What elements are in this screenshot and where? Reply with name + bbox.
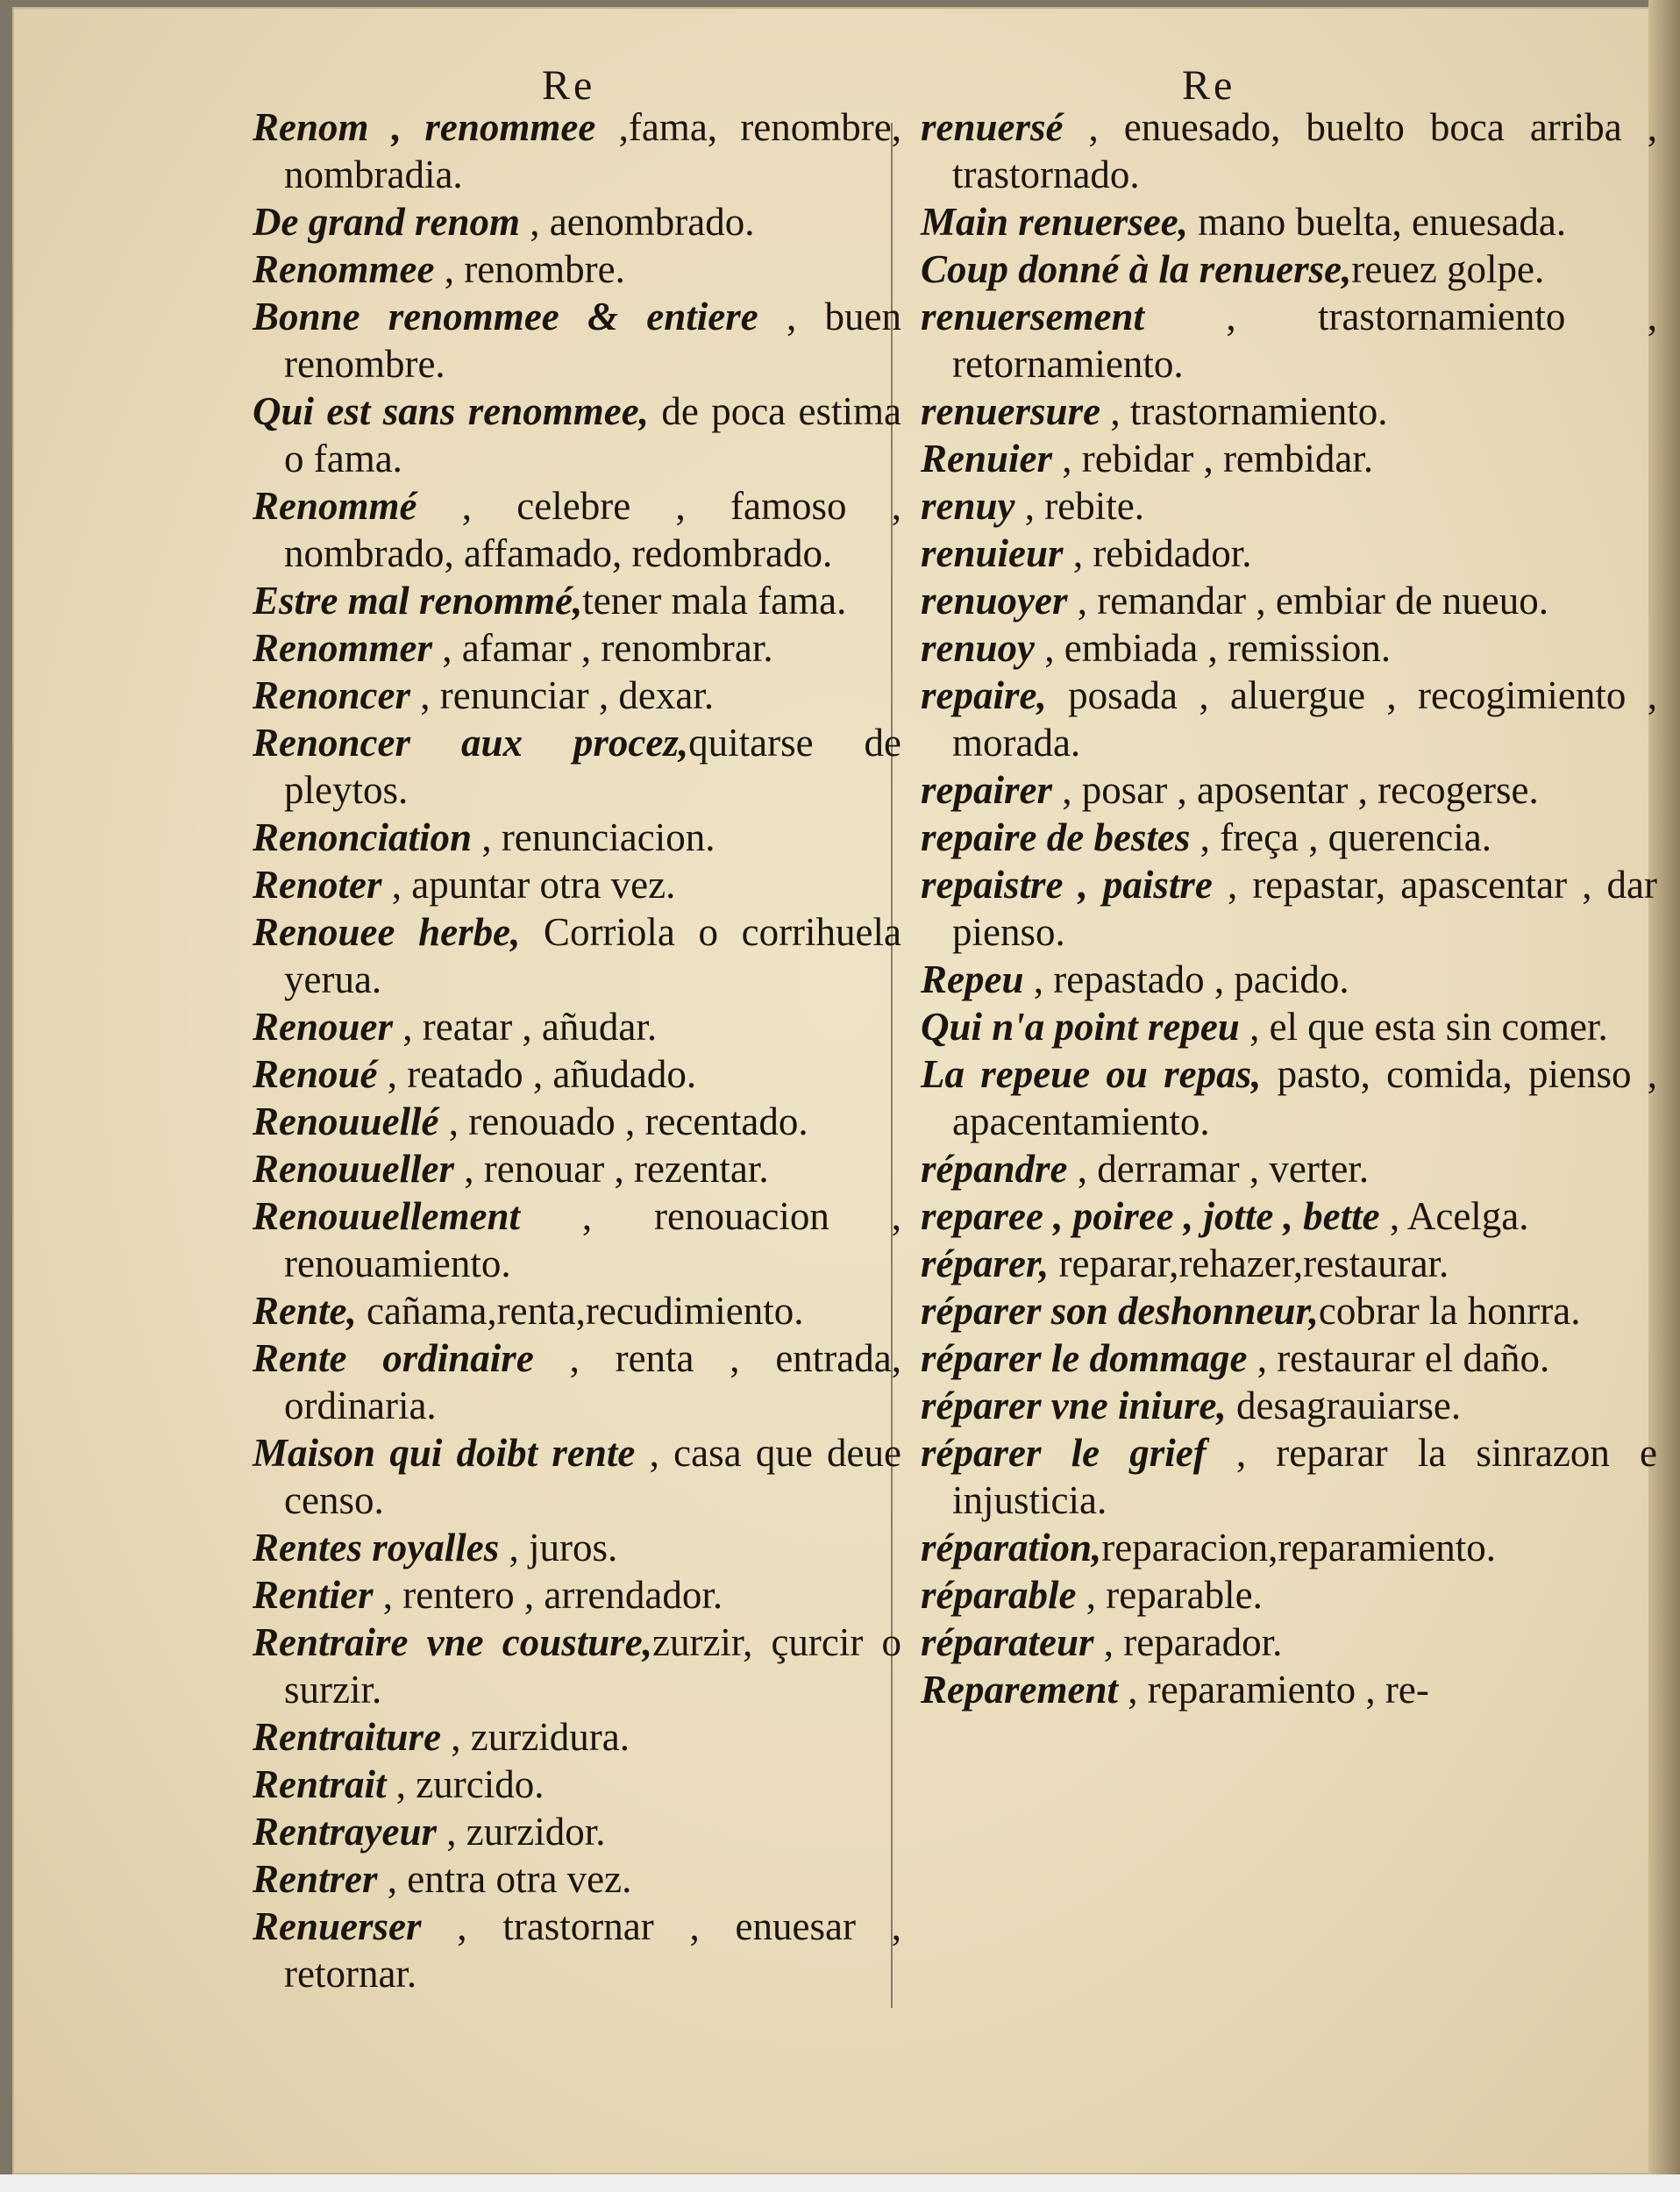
dictionary-entry — [921, 1192, 1657, 1240]
entry-headword: Renommee — [253, 247, 435, 291]
dictionary-entry — [253, 1855, 901, 1903]
entry-translation: , zurcido. — [386, 1762, 545, 1806]
entry-headword: Rentier — [253, 1573, 374, 1617]
dictionary-entry — [921, 956, 1657, 1003]
dictionary-entry — [921, 530, 1657, 577]
entry-translation: , trastornamiento. — [1100, 389, 1388, 433]
entry-headword: Coup donné à la renuerse, — [921, 247, 1352, 291]
dictionary-entry — [253, 1524, 901, 1571]
entry-translation: , apuntar otra vez. — [381, 863, 676, 907]
dictionary-entry — [253, 198, 901, 246]
entry-translation: , juros. — [499, 1526, 618, 1569]
dictionary-entry — [253, 814, 901, 861]
entry-headword: reparee , poiree , jotte , bette — [921, 1194, 1380, 1238]
dictionary-entry — [253, 1145, 901, 1192]
dictionary-entry — [921, 246, 1657, 293]
entry-headword: réparer vne iniure, — [921, 1384, 1227, 1427]
running-head-left: Re — [542, 62, 596, 109]
entry-translation: cobrar la honrra. — [1318, 1289, 1581, 1333]
dictionary-entry — [921, 435, 1657, 482]
entry-headword: Reparement — [921, 1668, 1118, 1712]
entry-headword: Renoué — [253, 1052, 378, 1096]
entry-translation: , rentero , arrendador. — [373, 1573, 723, 1617]
entry-headword: Rente ordinaire — [253, 1336, 534, 1380]
dictionary-entry — [921, 861, 1657, 956]
entry-translation: , reparable. — [1076, 1573, 1263, 1617]
entry-translation: Corriola o corrihuela yerua. — [284, 910, 901, 1001]
entry-translation: , celebre , famoso , nombrado, affamado, redombrado. — [284, 484, 901, 575]
entry-headword: réparateur — [921, 1620, 1094, 1664]
dictionary-entry — [253, 1571, 901, 1619]
entry-translation: , repastar, apascentar , dar pienso. — [952, 863, 1657, 954]
dictionary-entry — [253, 388, 901, 482]
entry-headword: Renommer — [253, 626, 433, 670]
entry-headword: renuersé — [921, 105, 1064, 149]
entry-translation: , renombre. — [434, 247, 625, 291]
dictionary-entry — [253, 577, 901, 624]
dictionary-entry — [253, 908, 901, 1003]
dictionary-entry — [921, 1240, 1657, 1287]
entry-translation: , remandar , embiar de nueuo. — [1067, 579, 1549, 623]
entry-headword: réparer le dommage — [921, 1336, 1248, 1380]
dictionary-entry — [921, 293, 1657, 388]
entry-translation: , Acelga. — [1379, 1194, 1529, 1238]
entry-translation: quitarse de pleytos. — [284, 721, 902, 812]
entry-translation: desagrauiarse. — [1226, 1384, 1462, 1427]
entry-translation: pasto, comida, pienso , apacentamiento. — [952, 1052, 1657, 1143]
entry-headword: repaistre , paistre — [921, 863, 1213, 907]
entry-headword: réparation, — [921, 1526, 1102, 1569]
scan-margin — [0, 2174, 1680, 2192]
entry-translation: , restaurar el daño. — [1247, 1336, 1550, 1380]
dictionary-entry — [253, 624, 901, 672]
dictionary-entry — [921, 1619, 1657, 1666]
entry-translation: , renouado , recentado. — [438, 1100, 808, 1143]
entry-headword: repaire de bestes — [921, 815, 1191, 859]
entry-headword: Estre mal renommé, — [253, 579, 583, 623]
entry-translation: , trastornamiento , retornamiento. — [952, 295, 1657, 386]
entry-headword: Bonne renommee & entiere — [253, 295, 758, 338]
dictionary-entry — [253, 293, 901, 388]
dictionary-entry — [921, 766, 1657, 814]
dictionary-entry — [921, 1003, 1657, 1050]
entry-translation: , afamar , renombrar. — [432, 626, 773, 670]
entry-headword: Renonciation — [253, 815, 473, 859]
entry-translation: , entra otra vez. — [377, 1857, 632, 1901]
dictionary-entry — [253, 1334, 901, 1429]
dictionary-entry — [921, 1382, 1657, 1429]
entry-headword: Main renuersee, — [921, 200, 1189, 244]
entry-headword: Renouer — [253, 1005, 394, 1049]
dictionary-entry — [253, 1429, 901, 1524]
entry-translation: de poca estima o fama. — [284, 389, 902, 480]
entry-headword: réparer son deshonneur, — [921, 1289, 1319, 1333]
entry-translation: , freça , querencia. — [1190, 815, 1491, 859]
entry-translation: , reparar la sinrazon e injusticia. — [952, 1431, 1657, 1522]
entry-translation: reuez golpe. — [1351, 247, 1545, 291]
entry-translation: reparacion,reparamiento. — [1101, 1526, 1497, 1569]
entry-headword: Renoter — [253, 863, 382, 907]
entry-headword: Qui est sans renommee, — [253, 389, 649, 433]
dictionary-entry — [253, 1808, 901, 1855]
entry-translation: , casa que deue censo. — [284, 1431, 901, 1522]
right-entry-list — [921, 103, 1657, 1713]
entry-translation: , derramar , verter. — [1067, 1147, 1370, 1191]
dictionary-entry — [253, 1619, 901, 1713]
dictionary-entry — [921, 1145, 1657, 1192]
entry-headword: Renoncer — [253, 673, 410, 717]
entry-headword: Rentrer — [253, 1857, 378, 1901]
dictionary-entry — [253, 1713, 901, 1761]
running-head-right: Re — [1182, 62, 1236, 109]
entry-translation: , reatado , añudado. — [377, 1052, 697, 1096]
entry-headword: Renoncer aux procez, — [253, 721, 689, 765]
entry-headword: renuoy — [921, 626, 1036, 670]
dictionary-entry — [253, 1098, 901, 1145]
entry-headword: Repeu — [921, 957, 1024, 1001]
entry-headword: Renouuellé — [253, 1100, 439, 1143]
entry-headword: renuersement — [921, 295, 1145, 338]
entry-translation: , posar , aposentar , recogerse. — [1052, 768, 1539, 812]
entry-translation: , zurzidura. — [441, 1715, 630, 1759]
entry-translation: , aenombrado. — [520, 200, 755, 244]
entry-translation: , reatar , añudar. — [393, 1005, 658, 1049]
entry-headword: réparer le grief — [921, 1431, 1207, 1475]
entry-translation: , embiada , remission. — [1035, 626, 1392, 670]
dictionary-entry — [253, 1903, 901, 1997]
entry-headword: renuieur — [921, 531, 1064, 575]
entry-translation: , rebidador. — [1063, 531, 1252, 575]
entry-headword: De grand renom — [253, 200, 521, 244]
dictionary-entry — [921, 577, 1657, 624]
entry-translation: mano buelta, enuesada. — [1188, 200, 1567, 244]
dictionary-entry — [253, 1287, 901, 1334]
entry-headword: renuersure — [921, 389, 1101, 433]
entry-headword: réparable — [921, 1573, 1077, 1617]
dictionary-entry — [921, 1334, 1657, 1382]
dictionary-entry — [253, 482, 901, 577]
entry-headword: renuoyer — [921, 579, 1068, 623]
entry-headword: renuy — [921, 484, 1015, 528]
entry-translation: , zurzidor. — [437, 1810, 606, 1854]
entry-translation: reparar,rehazer,restaurar. — [1049, 1242, 1449, 1285]
dictionary-entry — [921, 1287, 1657, 1334]
dictionary-entry — [253, 1003, 901, 1050]
entry-headword: Renouee herbe, — [253, 910, 521, 954]
entry-translation: , rebidar , rembidar. — [1052, 437, 1374, 480]
dictionary-entry — [921, 814, 1657, 861]
entry-translation: , renouacion , renouamiento. — [284, 1194, 901, 1285]
entry-translation: , el que esta sin comer. — [1239, 1005, 1608, 1049]
entry-translation: , renta , entrada, ordinaria. — [284, 1336, 901, 1427]
entry-translation: , renouar , rezentar. — [454, 1147, 769, 1191]
dictionary-entry — [253, 672, 901, 719]
entry-translation: ,fama, renombre, nombradia. — [284, 105, 901, 196]
dictionary-entry — [921, 1524, 1657, 1571]
entry-translation: tener mala fama. — [582, 579, 847, 623]
entry-translation: , reparamiento , re- — [1117, 1668, 1429, 1712]
dictionary-entry — [253, 719, 901, 814]
dictionary-entry — [921, 1666, 1657, 1713]
dictionary-entry — [253, 1192, 901, 1287]
entry-translation: , buen renombre. — [284, 295, 901, 386]
entry-translation: cañama,renta,recudimiento. — [356, 1289, 804, 1333]
entry-headword: Rentes royalles — [253, 1526, 500, 1569]
entry-headword: répandre — [921, 1147, 1068, 1191]
dictionary-entry — [921, 672, 1657, 766]
dictionary-entry — [921, 198, 1657, 246]
dictionary-entry — [921, 1429, 1657, 1524]
entry-headword: repaire, — [921, 673, 1047, 717]
dictionary-entry — [921, 388, 1657, 435]
entry-headword: Maison qui doibt rente — [253, 1431, 636, 1475]
entry-headword: Rentrait — [253, 1762, 387, 1806]
dictionary-entry — [921, 624, 1657, 672]
dictionary-entry — [921, 1571, 1657, 1619]
dictionary-entry — [921, 103, 1657, 198]
left-entry-list — [253, 103, 901, 1997]
entry-headword: Renommé — [253, 484, 417, 528]
entry-translation: , trastornar , enuesar , retornar. — [284, 1904, 901, 1996]
dictionary-entry — [921, 1050, 1657, 1145]
entry-translation: , rebite. — [1014, 484, 1144, 528]
dictionary-entry — [253, 1761, 901, 1808]
entry-translation: , renunciar , dexar. — [410, 673, 715, 717]
entry-translation: , reparador. — [1093, 1620, 1283, 1664]
entry-headword: Rentraire vne cousture, — [253, 1620, 652, 1664]
dictionary-entry — [921, 482, 1657, 530]
entry-headword: réparer, — [921, 1242, 1050, 1285]
dictionary-entry — [253, 103, 901, 198]
entry-headword: Rentrayeur — [253, 1810, 438, 1854]
entry-translation: , enuesado, buelto boca arriba , trastornado. — [952, 105, 1657, 196]
dictionary-entry — [253, 1050, 901, 1098]
entry-translation: , renunciacion. — [472, 815, 715, 859]
entry-translation: zurzir, çurcir o surzir. — [284, 1620, 901, 1712]
entry-headword: repairer — [921, 768, 1052, 812]
entry-headword: Renouueller — [253, 1147, 455, 1191]
entry-translation: , repastado , pacido. — [1023, 957, 1349, 1001]
entry-headword: Renuier — [921, 437, 1053, 480]
entry-headword: Rente, — [253, 1289, 357, 1333]
entry-translation: posada , aluergue , recogimiento , morada. — [952, 673, 1657, 765]
entry-headword: Renuerser — [253, 1904, 422, 1948]
entry-headword: Renouuellement — [253, 1194, 521, 1238]
entry-headword: La repeue ou repas, — [921, 1052, 1262, 1096]
dictionary-entry — [253, 861, 901, 908]
entry-headword: Qui n'a point repeu — [921, 1005, 1240, 1049]
entry-headword: Renom , renommee — [253, 105, 596, 149]
dictionary-entry — [253, 246, 901, 293]
entry-headword: Rentraiture — [253, 1715, 442, 1759]
